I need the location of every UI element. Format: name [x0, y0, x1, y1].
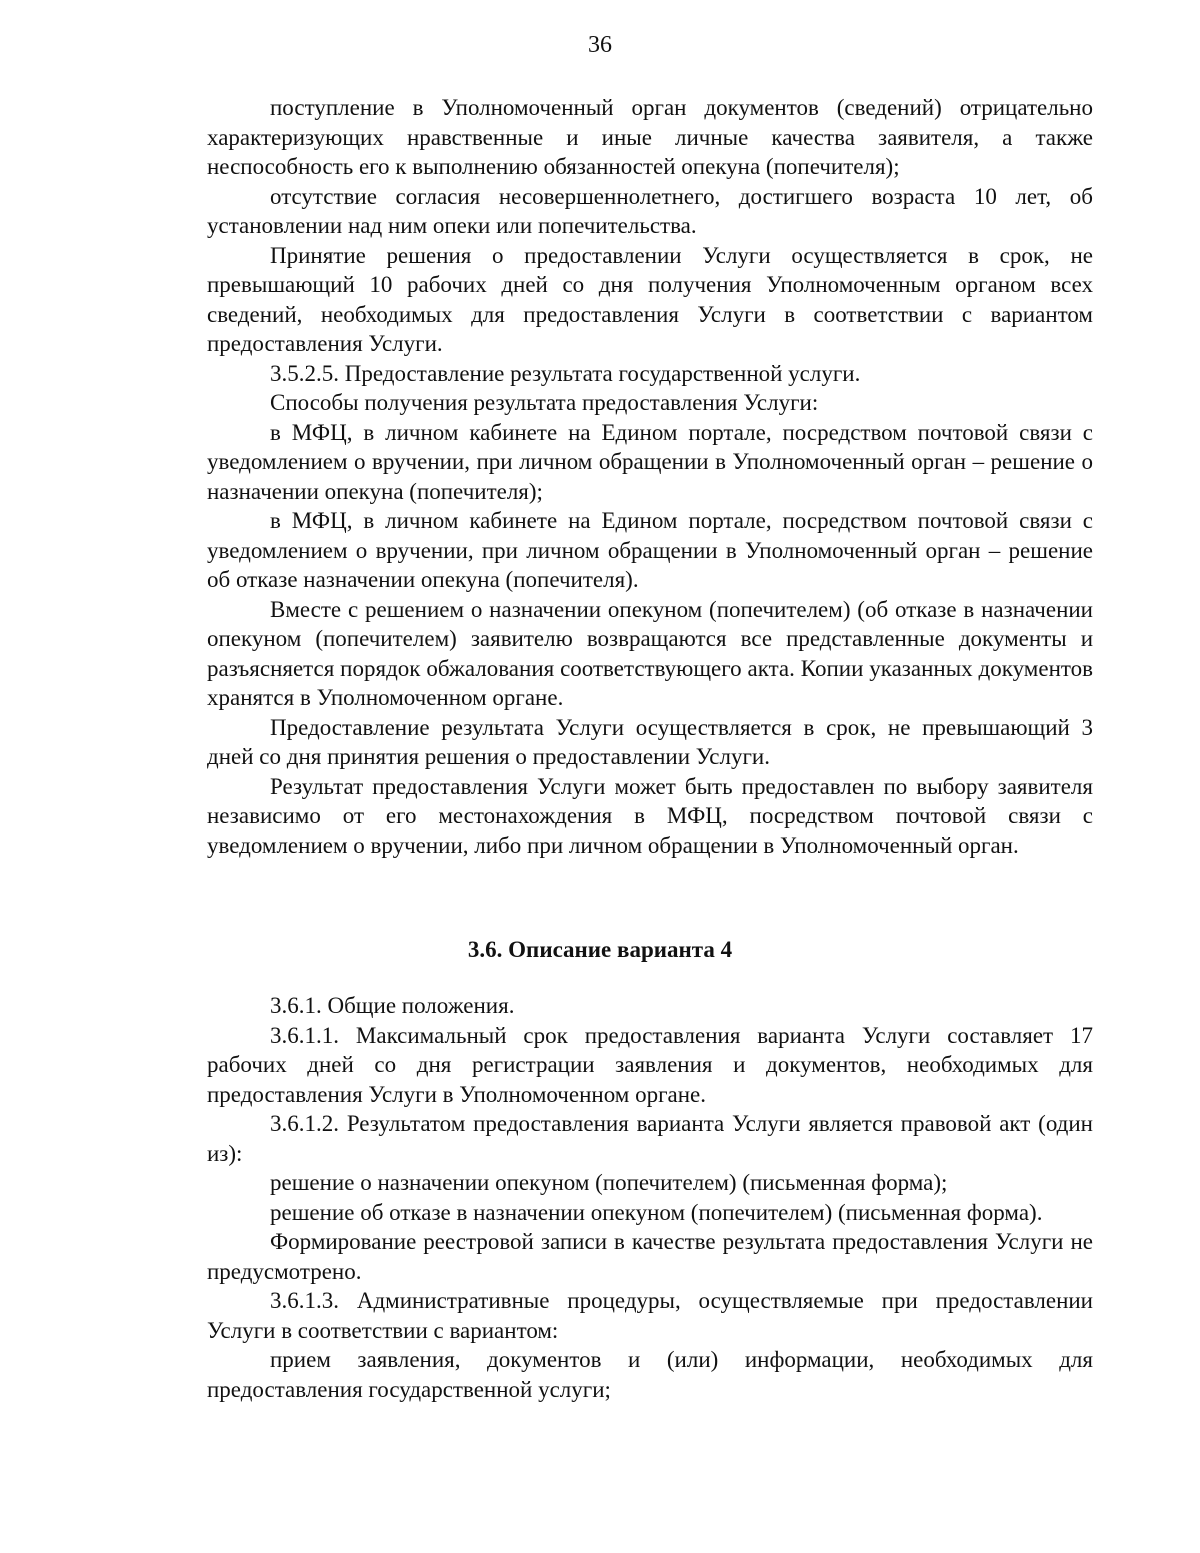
paragraph: 3.6.1. Общие положения. [270, 993, 515, 1018]
page-number: 36 [588, 32, 612, 58]
paragraph: отсутствие согласия несовершеннолетнего, достигшего возраста 10 лет, об установлении над ним опеки или попечительства. [207, 183, 1093, 238]
paragraph: поступление в Уполномоченный орган документов (сведений) отрицательно характеризующих нравственные и иные личные качества заявителя, а также неспособность его к выполнению обязанностей опекуна (попечителя); [207, 95, 1093, 179]
paragraph: Способы получения результата предоставления Услуги: [270, 390, 819, 415]
text-block-bottom [207, 991, 1093, 1404]
paragraph: 3.6.1.1. Максимальный срок предоставления варианта Услуги составляет 17 рабочих дней со дня регистрации заявления и документов, необходимых для предоставления Услуги в Уполномоченном органе. [207, 1022, 1093, 1107]
paragraph: прием заявления, документов и (или) информации, необходимых для предоставления государственной услуги; [207, 1347, 1093, 1402]
paragraph: Принятие решения о предоставлении Услуги осуществляется в срок, не превышающий 10 рабочих дней со дня получения Уполномоченным органом всех сведений, необходимых для предоставления Услуги в соответствии с вариантом предоставления Услуги. [207, 242, 1093, 356]
paragraph: Вместе с решением о назначении опекуном (попечителем) (об отказе в назначении опекуном (попечителем) заявителю возвращаются все представленные документы и разъясняется порядок обжалования соответствующего акта. Копии указанных документов хранятся в Уполномоченном органе. [207, 596, 1093, 710]
text-block-top [207, 93, 1093, 860]
paragraph: в МФЦ, в личном кабинете на Едином портале, посредством почтовой связи с уведомлением о вручении, при личном обращении в Уполномоченный орган – решение об отказе назначении опекуна (попечителя). [207, 508, 1093, 592]
paragraph: решение об отказе в назначении опекуном (попечителем) (письменная форма). [270, 1199, 1043, 1225]
paragraph: решение о назначении опекуном (попечителем) (письменная форма); [270, 1170, 948, 1195]
paragraph: 3.5.2.5. Предоставление результата государственной услуги. [270, 360, 861, 386]
paragraph: Результат предоставления Услуги может быть предоставлен по выбору заявителя независимо от его местонахождения в МФЦ, посредством почтовой связи с уведомлением о вручении, либо при личном обращении в Уполномоченный орган. [207, 773, 1093, 858]
paragraph: Предоставление результата Услуги осуществляется в срок, не превышающий 3 дней со дня принятия решения о предоставлении Услуги. [207, 714, 1093, 769]
paragraph: в МФЦ, в личном кабинете на Едином портале, посредством почтовой связи с уведомлением о вручении, при личном обращении в Уполномоченный орган – решение о назначении опекуна (попечителя); [207, 419, 1093, 504]
paragraph: 3.6.1.2. Результатом предоставления варианта Услуги является правовой акт (один из): [207, 1111, 1093, 1166]
paragraph: Формирование реестровой записи в качестве результата предоставления Услуги не предусмотрено. [207, 1229, 1093, 1284]
paragraph: 3.6.1.3. Административные процедуры, осуществляемые при предоставлении Услуги в соответствии с вариантом: [207, 1288, 1093, 1343]
section-heading: 3.6. Описание варианта 4 [467, 937, 733, 962]
